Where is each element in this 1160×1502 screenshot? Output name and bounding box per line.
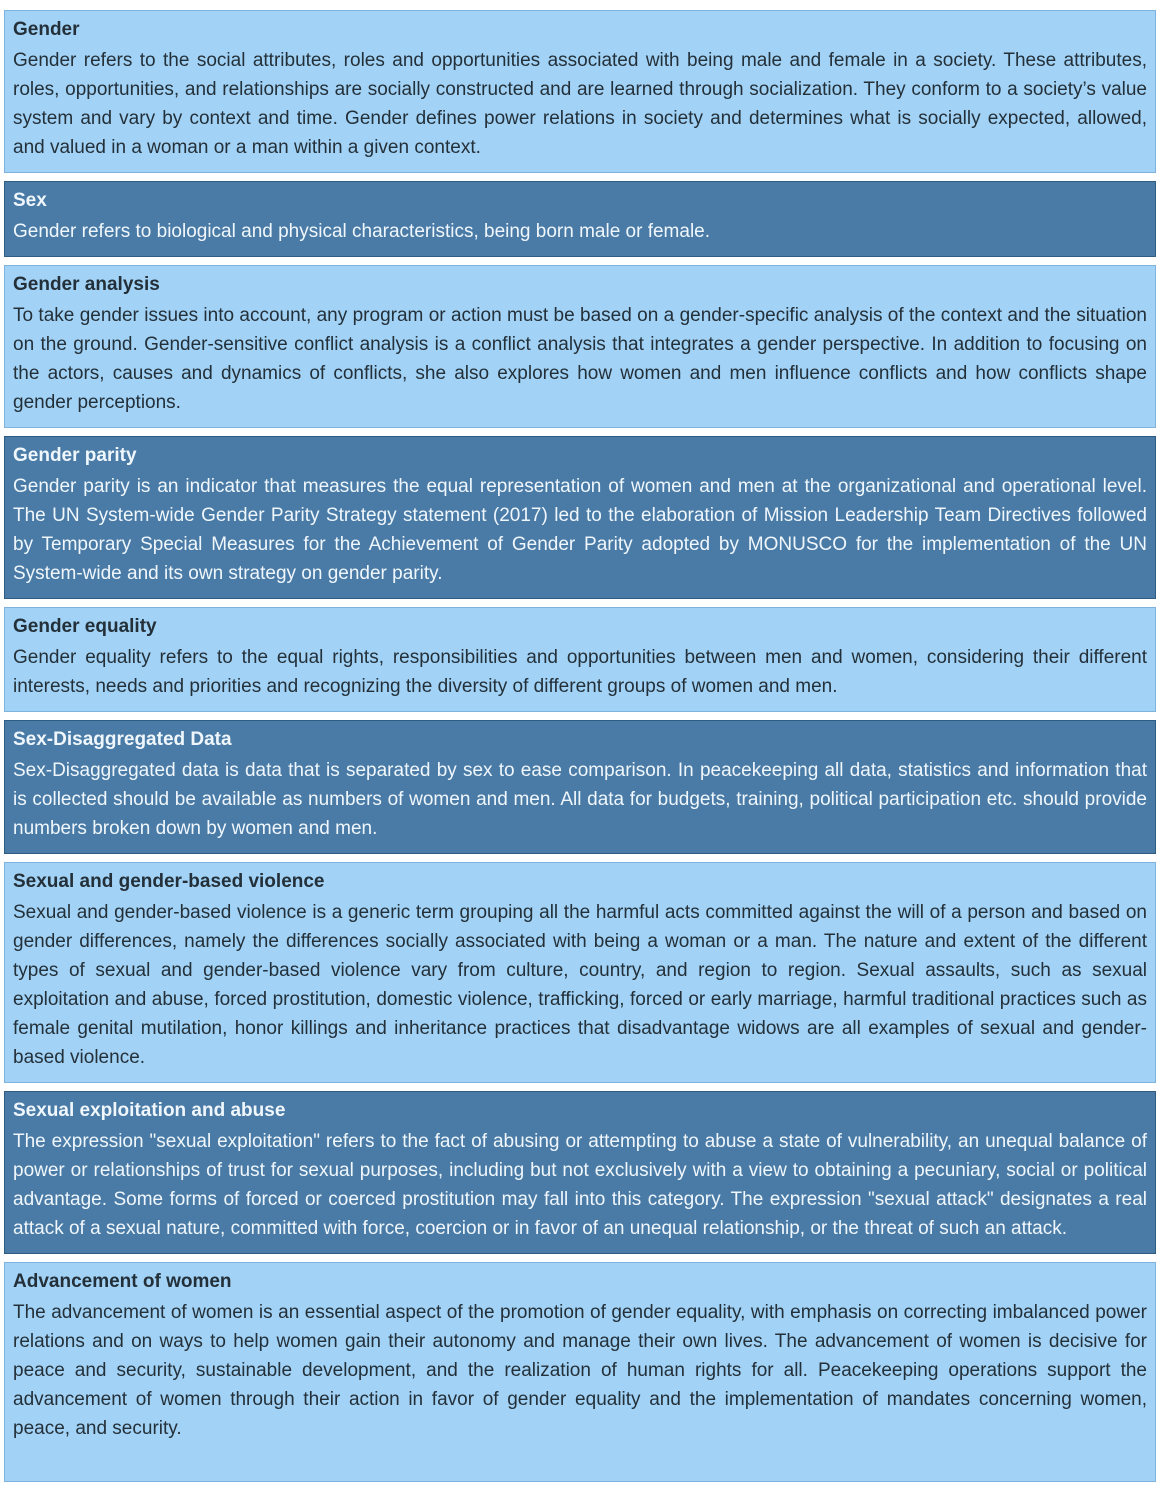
definition-term: Advancement of women [13, 1271, 232, 1292]
definition-text: Gender refers to biological and physical characteristics, being born male or female. [13, 221, 711, 242]
definition-card-2 [4, 265, 1156, 428]
definition-card-5 [4, 720, 1156, 854]
definition-text: Sex-Disaggregated data is data that is separated by sex to ease comparison. In peacekeeping all data, statistics and information that is collected should be available as numbers of women and men. All data for budgets, training, political participation etc. should provide numbers broken down by women and men. [13, 760, 1147, 839]
definition-term: Gender parity [13, 445, 137, 466]
definition-text: The expression "sexual exploitation" refers to the fact of abusing or attempting to abuse a state of vulnerability, an unequal balance of power or relationships of trust for sexual purposes, including but not exclusively with a view to obtaining a pecuniary, social or political advantage. Some forms of forced or coerced prostitution may fall into this category. The expression "sexual attack" designates a real attack of a sexual nature, committed with force, coercion or in favor of an unequal relationship, or the threat of such an attack. [13, 1131, 1147, 1239]
definition-text: Sexual and gender-based violence is a generic term grouping all the harmful acts committed against the will of a person and based on gender differences, namely the differences socially associated with being a woman or a man. The nature and extent of the different types of sexual and gender-based violence vary from culture, country, and region to region. Sexual assaults, such as sexual exploitation and abuse, forced prostitution, domestic violence, trafficking, forced or early marriage, harmful traditional practices such as female genital mutilation, honor killings and inheritance practices that disadvantage widows are all examples of sexual and gender-based violence. [13, 902, 1147, 1068]
definition-text: Gender refers to the social attributes, roles and opportunities associated with being male and female in a society. These attributes, roles, opportunities, and relationships are socially constructed and are learned through socialization. They conform to a society’s value system and vary by context and time. Gender defines power relations in society and determines what is socially expected, allowed, and valued in a woman or a man within a given context. [13, 50, 1147, 158]
definition-card-3 [4, 436, 1156, 599]
definition-card-1 [4, 181, 1156, 257]
definition-term: Gender equality [13, 616, 157, 637]
definition-text: The advancement of women is an essential aspect of the promotion of gender equality, with emphasis on correcting imbalanced power relations and on ways to help women gain their autonomy and manage their own lives. The advancement of women is decisive for peace and security, sustainable development, and the realization of human rights for all. Peacekeeping operations support the advancement of women through their action in favor of gender equality and the implementation of mandates concerning women, peace, and security. [13, 1302, 1147, 1439]
definition-text: To take gender issues into account, any program or action must be based on a gender-specific analysis of the context and the situation on the ground. Gender-sensitive conflict analysis is a conflict analysis that integrates a gender perspective. In addition to focusing on the actors, causes and dynamics of conflicts, she also explores how women and men influence conflicts and how conflicts shape gender perceptions. [13, 305, 1147, 413]
definition-card-6 [4, 862, 1156, 1083]
definition-term: Sexual exploitation and abuse [13, 1100, 286, 1121]
definition-term: Sex-Disaggregated Data [13, 729, 232, 750]
definition-card-8 [4, 1262, 1156, 1482]
definition-term: Sexual and gender-based violence [13, 871, 325, 892]
definition-term: Gender analysis [13, 274, 160, 295]
definition-card-4 [4, 607, 1156, 712]
definition-card-0 [4, 10, 1156, 173]
definition-text: Gender parity is an indicator that measures the equal representation of women and men at the organizational and operational level. The UN System-wide Gender Parity Strategy statement (2017) led to the elaboration of Mission Leadership Team Directives followed by Temporary Special Measures for the Achievement of Gender Parity adopted by MONUSCO for the implementation of the UN System-wide and its own strategy on gender parity. [13, 476, 1147, 584]
definition-term: Sex [13, 190, 47, 211]
definition-card-7 [4, 1091, 1156, 1254]
definition-term: Gender [13, 19, 80, 40]
definition-text: Gender equality refers to the equal rights, responsibilities and opportunities between men and women, considering their different interests, needs and priorities and recognizing the diversity of different groups of women and men. [13, 647, 1147, 697]
